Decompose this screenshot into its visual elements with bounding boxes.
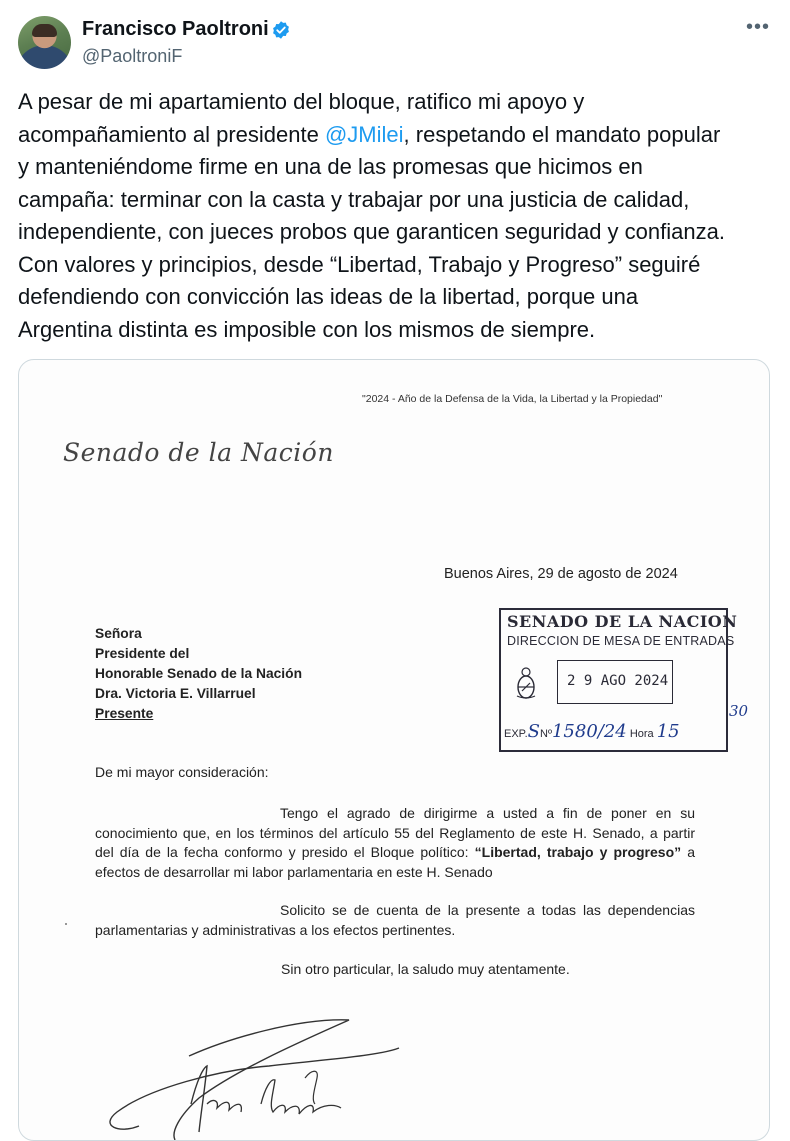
avatar[interactable] <box>18 16 71 69</box>
scanned-letter <box>19 360 769 1140</box>
tweet-text-part: , respetando el mandato popular y manteniéndome firme en una de las promesas que hicimos en campaña: terminar con la casta y trabajar por una justicia de calidad, independiente, con jueces probos que garanticen seguridad y confianza. Con valores y principios, desde “Libertad, Trabajo y Progreso” seguiré defendiendo con convicción las ideas de la libertad, porque una Argentina distinta es imposible con los mismos de siempre. <box>18 121 725 342</box>
bloc-name: “Libertad, trabajo y progreso” <box>474 844 682 860</box>
year-motto: "2024 - Año de la Defensa de la Vida, la Libertad y la Propiedad" <box>362 393 663 405</box>
tweet-text-part: A pesar de mi apartamiento del bloque, ratifico mi apoyo y acompañamiento al presidente <box>18 89 585 147</box>
letterhead: Senado de la Nación <box>63 438 334 467</box>
mention-link[interactable]: @JMilei <box>324 121 404 147</box>
verified-badge-icon <box>271 20 291 40</box>
letter-paragraph <box>95 804 695 882</box>
stamp-hora-label: Hora <box>629 728 654 740</box>
more-horizontal-icon[interactable]: ••• <box>745 16 770 38</box>
author-name[interactable]: Francisco Paoltroni <box>82 18 269 40</box>
stamp-minutes: 30 <box>729 702 749 720</box>
stamp-date: 2 9 AGO 2024 <box>567 673 669 689</box>
reception-stamp <box>499 608 749 752</box>
closing-line: Sin otro particular, la saludo muy atentamente. <box>281 961 570 977</box>
address-line: Presente <box>95 706 154 721</box>
recipient-address <box>95 624 302 724</box>
stamp-file-line <box>504 721 680 742</box>
scan-speck <box>65 923 67 925</box>
stamp-no-label: Nº <box>540 728 552 740</box>
address-line: Señora <box>95 626 142 641</box>
greeting: De mi mayor consideración: <box>95 764 269 780</box>
paragraph-text: a efectos de desarrollar mi labor parlamentaria en este H. Senado <box>95 844 695 880</box>
address-line: Dra. Victoria E. Villarruel <box>95 686 256 701</box>
stamp-hora-value: 15 <box>656 721 680 742</box>
address-line: Honorable Senado de la Nación <box>95 666 302 681</box>
paragraph-text: Tengo el agrado de dirigirme a usted a fin de poner en su conocimiento que, en los términos del artículo 55 del Reglamento de este H. Senado, a partir del día de la fecha conformo y presido el Bloque político: <box>95 805 695 860</box>
author-handle[interactable]: @PaoltroniF <box>82 46 183 66</box>
letter-paragraph <box>95 901 695 940</box>
stamp-title: SENADO DE LA NACION <box>507 612 738 631</box>
stamp-exp-number: 1580/24 <box>551 721 627 742</box>
place-date: Buenos Aires, 29 de agosto de 2024 <box>444 566 678 582</box>
stamp-exp-label: EXP. <box>504 728 528 740</box>
tweet-text <box>18 86 778 346</box>
coat-of-arms-icon <box>515 666 537 700</box>
stamp-subtitle: DIRECCION DE MESA DE ENTRADAS <box>507 634 735 648</box>
attached-image[interactable] <box>18 359 770 1141</box>
stamp-exp-letter: S <box>527 721 540 742</box>
address-line: Presidente del <box>95 646 190 661</box>
tweet-header <box>18 14 772 72</box>
signature <box>79 1008 419 1141</box>
paragraph-text: Solicito se de cuenta de la presente a todas las dependencias parlamentarias y administrativas a los efectos pertinentes. <box>95 902 695 938</box>
